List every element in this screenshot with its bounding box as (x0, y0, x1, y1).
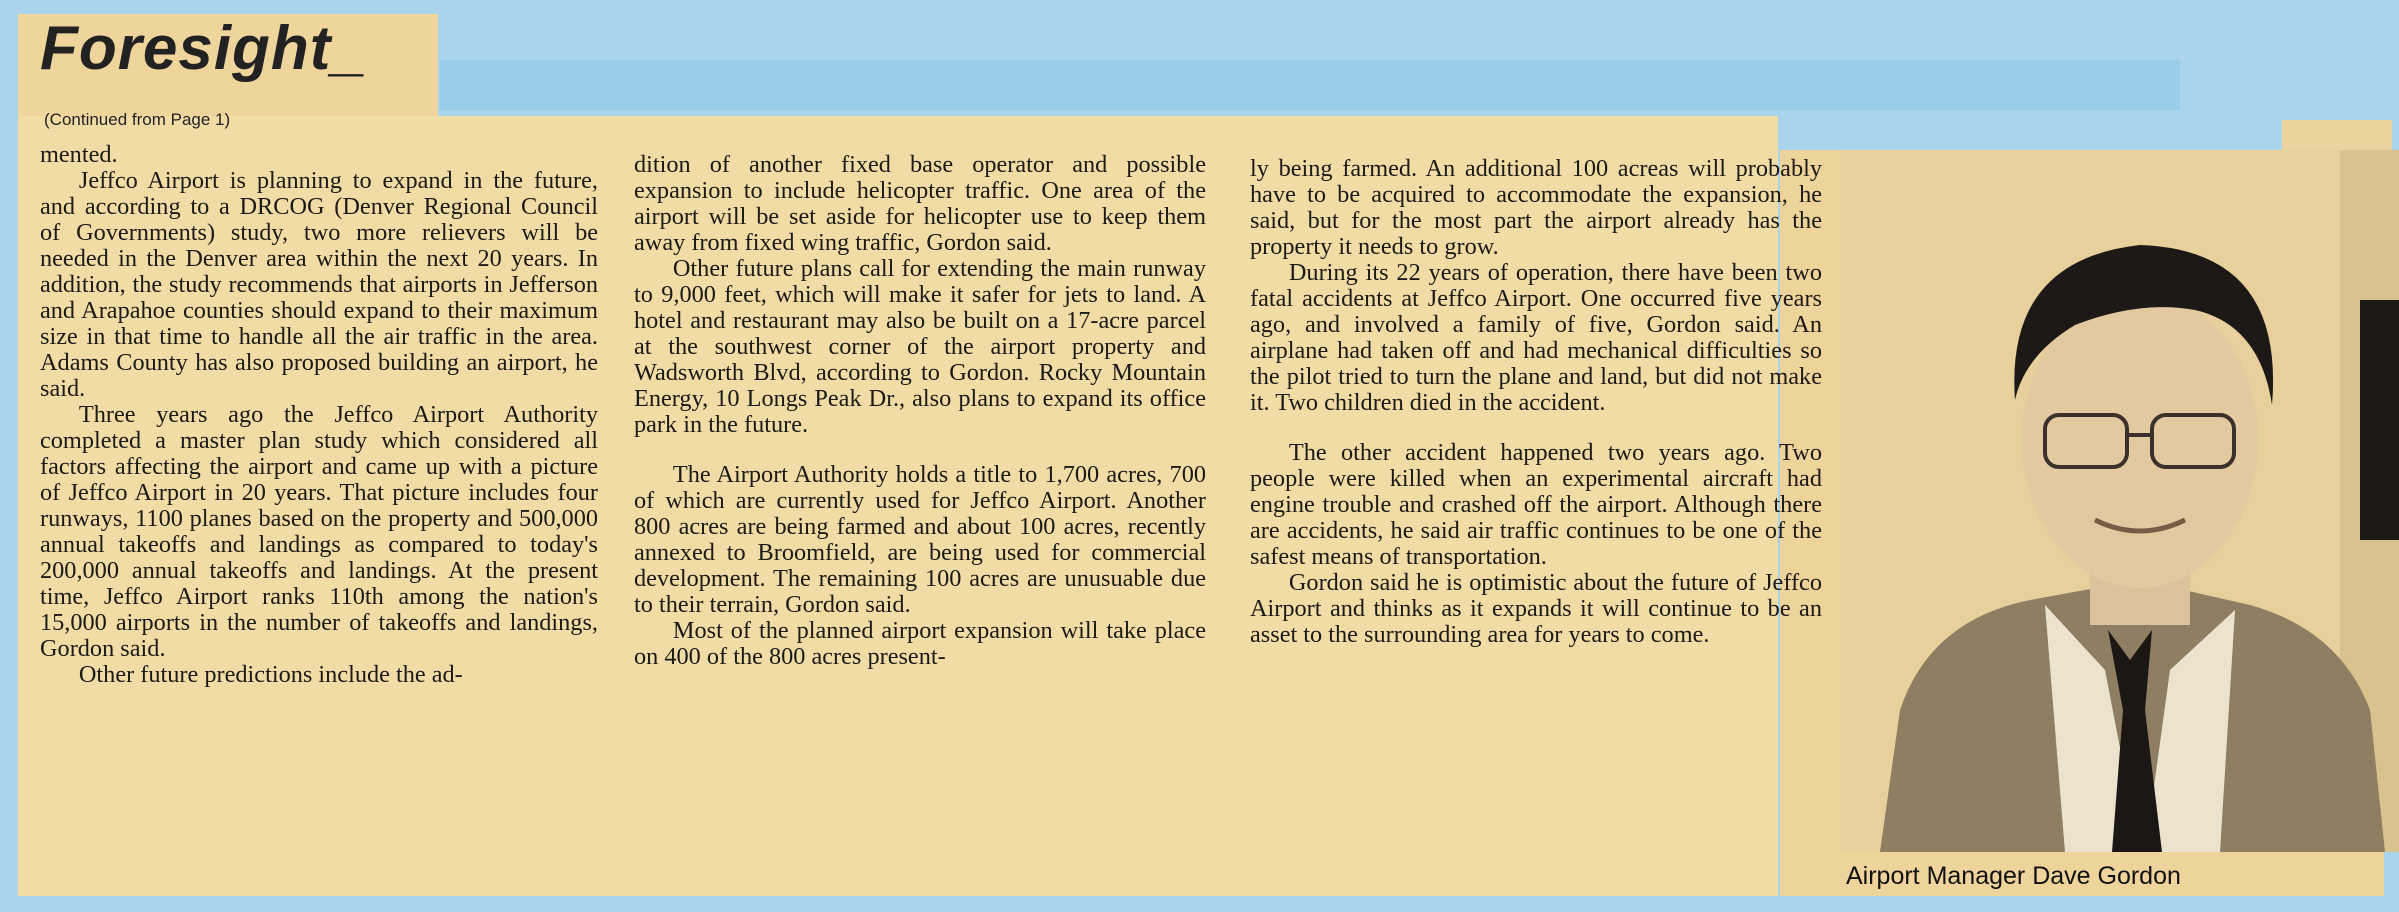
article-column-3 (1250, 156, 1822, 648)
paragraph: The Airport Authority holds a title to 1,700 acres, 700 of which are currently used for Jeffco Airport. Another 800 acres are being farmed and about 100 acres, recently annexed to Broomfield, are being used for commercial development. The remaining 100 acres are unusuable due to their terrain, Gordon said. (634, 461, 1206, 618)
paragraph: Gordon said he is optimistic about the future of Jeffco Airport and thinks as it expands it will continue to be an asset to the surrounding area for years to come. (1250, 569, 1822, 648)
article-headline: Foresight_ (40, 14, 367, 83)
tape-strip (440, 60, 2180, 110)
paragraph: During its 22 years of operation, there have been two fatal accidents at Jeffco Airport. One occurred five years ago, and involved a family of five, Gordon said. An airplane had taken off and had mechanical difficulties so the pilot tried to turn the plane and land, but did not make it. Two children died in the accident. (1250, 259, 1822, 416)
article-column-1 (40, 142, 598, 688)
photo-caption: Airport Manager Dave Gordon (1846, 862, 2181, 890)
paragraph: The other accident happened two years ago. Two people were killed when an experimental aircraft had engine trouble and crashed off the airport. Although there are accidents, he said air traffic continues to be one of the safest means of transportation. (1250, 439, 1822, 570)
paragraph: Three years ago the Jeffco Airport Authority completed a master plan study which considered all factors affecting the airport and came up with a picture of Jeffco Airport in 20 years. That picture includes four runways, 1100 planes based on the property and 500,000 annual takeoffs and landings as compared to today's 200,000 annual takeoffs and landings. At the present time, Jeffco Airport ranks 110th among the nation's 15,000 airports in the number of takeoffs and landings, Gordon said. (40, 401, 598, 662)
paragraph: Other future plans call for extending the main runway to 9,000 feet, which will make it safer for jets to land. A hotel and restaurant may also be built on a 17-acre parcel at the southwest corner of the airport property and Wadsworth Blvd, according to Gordon. Rocky Mountain Energy, 10 Longs Peak Dr., also plans to expand its office park in the future. (634, 255, 1206, 438)
portrait-photo (1840, 150, 2399, 852)
paragraph: mented. (40, 141, 118, 168)
paragraph: Other future predictions include the ad- (78, 661, 463, 688)
article-column-2 (634, 152, 1206, 670)
paragraph: Jeffco Airport is planning to expand in the future, and according to a DRCOG (Denver Regional Council of Governments) study, two more relievers will be needed in the Denver area within the next 20 years. In addition, the study recommends that airports in Jefferson and Arapahoe counties should expand to their maximum size in that time to handle all the air traffic in the area. Adams County has also proposed building an airport, he said. (40, 167, 598, 402)
paragraph: ly being farmed. An additional 100 acreas will probably have to be acquired to accommodate the expansion, he said, but for the most part the airport already has the property it needs to grow. (1250, 155, 1822, 260)
paragraph: Most of the planned airport expansion will take place on 400 of the 800 acres present- (634, 617, 1206, 670)
continued-line: (Continued from Page 1) (44, 110, 231, 129)
portrait-illustration (1840, 150, 2399, 852)
paragraph: dition of another fixed base operator and possible expansion to include helicopter traffic. One area of the airport will be set aside for helicopter use to keep them away from fixed wing traffic, Gordon said. (634, 151, 1206, 256)
